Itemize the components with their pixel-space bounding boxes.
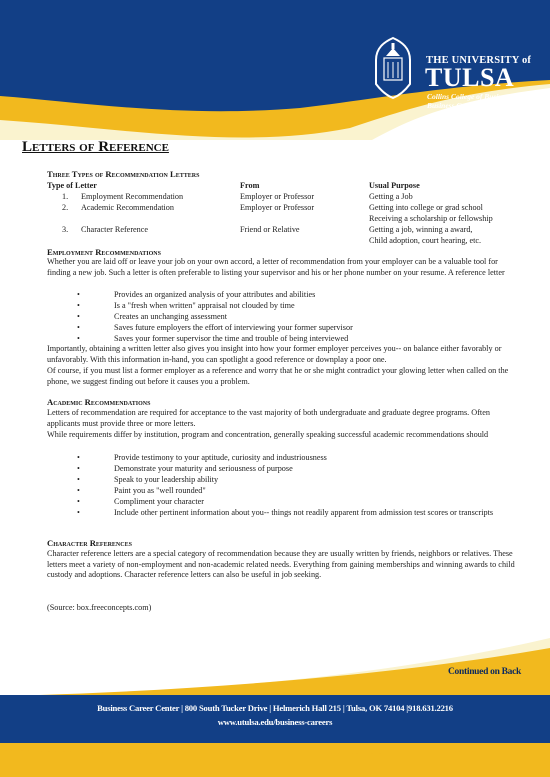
character-heading: Character References <box>47 538 132 548</box>
row-purpose: Receiving a scholarship or fellowship <box>369 214 493 223</box>
list-item: • Provides an organized analysis of your attributes and abilities <box>77 290 316 299</box>
list-item: • Saves future employers the effort of interviewing your former supervisor <box>77 323 353 332</box>
bullet-icon: • <box>77 323 80 332</box>
list-item: • Include other pertinent information about you-- things not readily apparent from admission test scores or transcripts <box>77 508 494 517</box>
list-item: • Is a "fresh when written" appraisal not clouded by time <box>77 301 295 310</box>
source-note: (Source: box.freeconcepts.com) <box>47 603 152 612</box>
row-number: 1. <box>62 192 69 201</box>
university-name: TULSA <box>425 63 515 92</box>
footer-address: Business Career Center | 800 South Tucker Drive | Helmerich Hall 215 | Tulsa, OK 74104 |918.631.2216 <box>97 703 453 713</box>
list-item: • Provide testimony to your aptitude, curiosity and industriousness <box>77 453 327 462</box>
bullet-icon: • <box>77 464 80 473</box>
bullet-icon: • <box>77 312 80 321</box>
bullet-icon: • <box>77 475 80 484</box>
list-item: • Paint you as "well rounded" <box>77 486 206 495</box>
col-purpose-header: Usual Purpose <box>369 181 420 190</box>
academic-paragraph: Letters of recommendation are required for acceptance to the vast majority of both undergraduate and graduate degree programs. Often applicants must provide three or more letters. <box>47 408 490 428</box>
list-item: • Speak to your leadership ability <box>77 475 219 484</box>
row-type: Character Reference <box>81 225 149 234</box>
row-number: 2. <box>62 203 69 212</box>
list-item: • Demonstrate your maturity and seriousness of purpose <box>77 464 293 473</box>
row-number: 3. <box>62 225 69 234</box>
row-type: Academic Recommendation <box>81 203 174 212</box>
bullet-icon: • <box>77 497 80 506</box>
row-from: Friend or Relative <box>240 225 300 234</box>
row-from: Employer or Professor <box>240 192 315 201</box>
character-paragraph: Character reference letters are a special category of recommendation because they are usually written by friends, neighbors or relatives. These letters meet a variety of non-employment and non-academic related needs. Everything from gaining memberships and winning awards to child custody and adoptions. Character reference letters can also be useful in job seeking. <box>47 549 515 580</box>
bullet-icon: • <box>77 453 80 462</box>
row-purpose: Getting a job, winning a award, <box>369 225 473 234</box>
academic-paragraph: While requirements differ by institution, program and concentration, generally speaking successful academic recommendations should <box>47 430 489 439</box>
bullet-icon: • <box>77 508 80 517</box>
center-name: Business Career Center <box>427 101 501 110</box>
list-item: • Compliment your character <box>77 497 205 506</box>
row-from: Employer or Professor <box>240 203 315 212</box>
continued-note: Continued on Back <box>448 667 522 677</box>
row-purpose: Child adoption, court hearing, etc. <box>369 236 482 245</box>
col-type-header: Type of Letter <box>47 181 97 190</box>
bullet-icon: • <box>77 301 80 310</box>
college-name: Collins College of Business <box>427 92 512 101</box>
row-purpose: Getting into college or grad school <box>369 203 483 212</box>
row-purpose: Getting a Job <box>369 192 413 201</box>
footer-website[interactable]: www.utulsa.edu/business-careers <box>217 717 333 727</box>
employment-paragraph: Of course, if you must list a former employer as a reference and worry that he or she might contradict your glowing letter when called on the phone, we suggest finding out before it causes you a problem. <box>47 366 509 386</box>
bullet-icon: • <box>77 486 80 495</box>
types-heading: Three Types of Recommendation Letters <box>47 169 200 179</box>
row-type: Employment Recommendation <box>81 192 184 201</box>
bullet-icon: • <box>77 290 80 299</box>
academic-heading: Academic Recommendations <box>47 397 151 407</box>
employment-intro: Whether you are laid off or leave your job on your own accord, a letter of recommendation from your employer can be a valuable tool for finding a new job. Such a letter is often preferable to listing your supervisor and his or her phone number on your resume. A reference letter <box>47 257 505 277</box>
bullet-icon: • <box>77 334 80 343</box>
employment-heading: Employment Recommendations <box>47 247 161 257</box>
employment-paragraph: Importantly, obtaining a written letter also gives you insight into how your former employer perceives you-- on balance either favorably or unfavorably. With this information in-hand, you can spotlight a good reference or downplay a poor one. <box>47 344 502 364</box>
page-title: Letters of Reference <box>22 139 169 155</box>
list-item: • Saves your former supervisor the time and trouble of being interviewed <box>77 334 349 343</box>
col-from-header: From <box>240 181 260 190</box>
list-item: • Creates an unchanging assessment <box>77 312 228 321</box>
university-label: THE UNIVERSITY of <box>426 55 532 66</box>
